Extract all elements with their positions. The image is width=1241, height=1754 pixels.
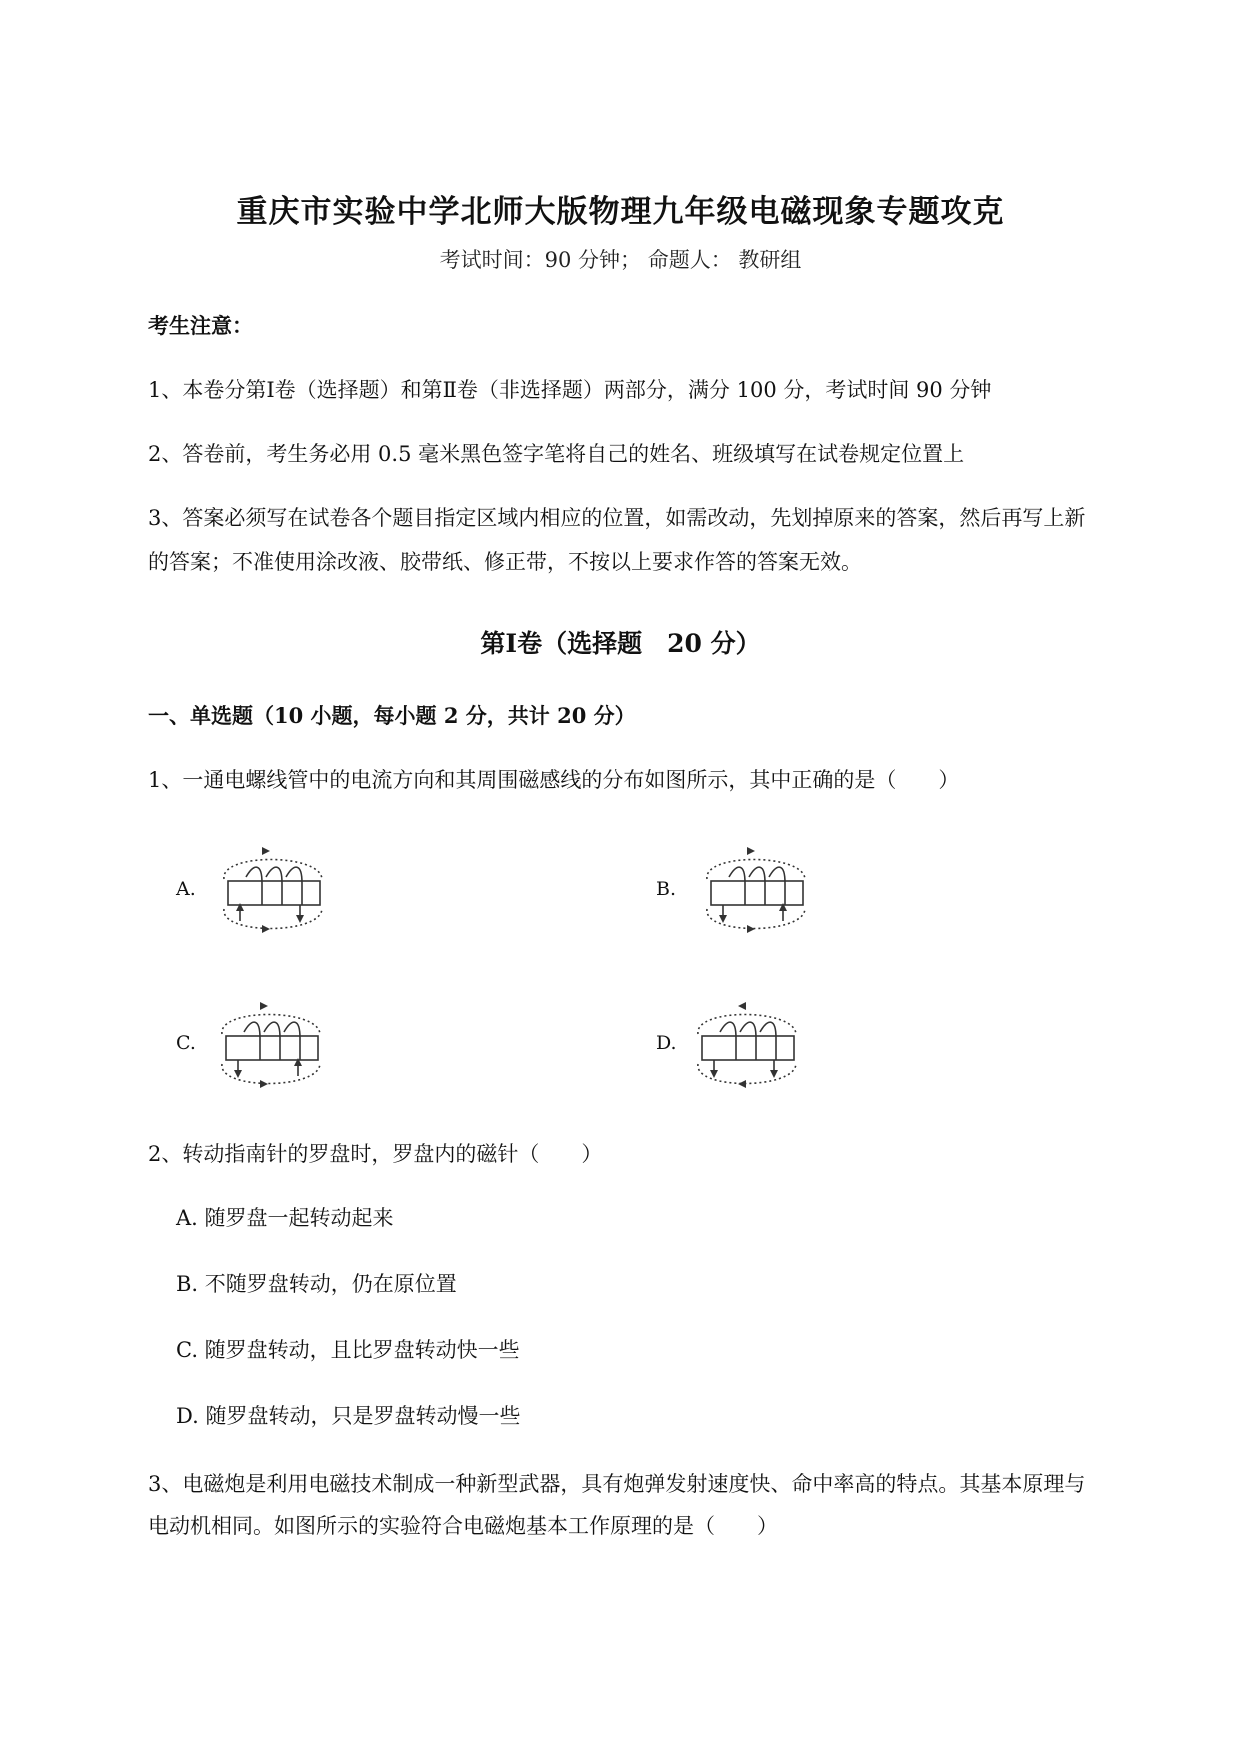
question-2-stem: 2、转动指南针的罗盘时，罗盘内的磁针（ ） xyxy=(148,1142,603,1166)
q2-option-c: C. 随罗盘转动，且比罗盘转动快一些 xyxy=(176,1338,520,1362)
notice-heading: 考生注意： xyxy=(148,313,253,338)
solenoid-diagram-d xyxy=(684,998,806,1096)
notice-item-3: 3、答案必须写在试卷各个题目指定区域内相应的位置，如需改动，先划掉原来的答案，然后再写上新 xyxy=(148,506,1086,530)
question-1-stem: 1、一通电螺线管中的电流方向和其周围磁感线的分布如图所示，其中正确的是（ ） xyxy=(148,768,960,792)
q2-option-d: D. 随罗盘转动，只是罗盘转动慢一些 xyxy=(176,1404,521,1428)
q2-option-b: B. 不随罗盘转动，仍在原位置 xyxy=(176,1272,457,1296)
section-title: 第Ⅰ卷（选择题 20 分） xyxy=(480,629,761,658)
q1-option-b-label: B. xyxy=(656,878,677,900)
solenoid-diagram-c xyxy=(208,998,330,1096)
q1-option-c-label: C. xyxy=(176,1032,196,1054)
notice-item-3-cont: 的答案；不准使用涂改液、胶带纸、修正带，不按以上要求作答的答案无效。 xyxy=(148,550,862,574)
page-title: 重庆市实验中学北师大版物理九年级电磁现象专题攻克 xyxy=(236,194,1005,230)
question-3-stem-line-1: 3、电磁炮是利用电磁技术制成一种新型武器，具有炮弹发射速度快、命中率高的特点。其基本原理与 xyxy=(148,1472,1086,1496)
question-3-stem-line-2: 电动机相同。如图所示的实验符合电磁炮基本工作原理的是（ ） xyxy=(148,1514,778,1538)
exam-info: 考试时间：90 分钟； 命题人： 教研组 xyxy=(439,248,802,272)
q2-option-a: A. 随罗盘一起转动起来 xyxy=(176,1206,394,1230)
notice-item-1: 1、本卷分第Ⅰ卷（选择题）和第Ⅱ卷（非选择题）两部分，满分 100 分，考试时间 90 分钟 xyxy=(148,378,992,402)
notice-item-2: 2、答卷前，考生务必用 0.5 毫米黑色签字笔将自己的姓名、班级填写在试卷规定位置上 xyxy=(148,442,965,466)
solenoid-diagram-a xyxy=(210,843,332,941)
part-heading: 一、单选题（10 小题，每小题 2 分，共计 20 分） xyxy=(148,703,636,728)
q1-option-a-label: A. xyxy=(176,878,196,900)
q1-option-d-label: D. xyxy=(656,1032,677,1054)
solenoid-diagram-b xyxy=(693,843,815,941)
